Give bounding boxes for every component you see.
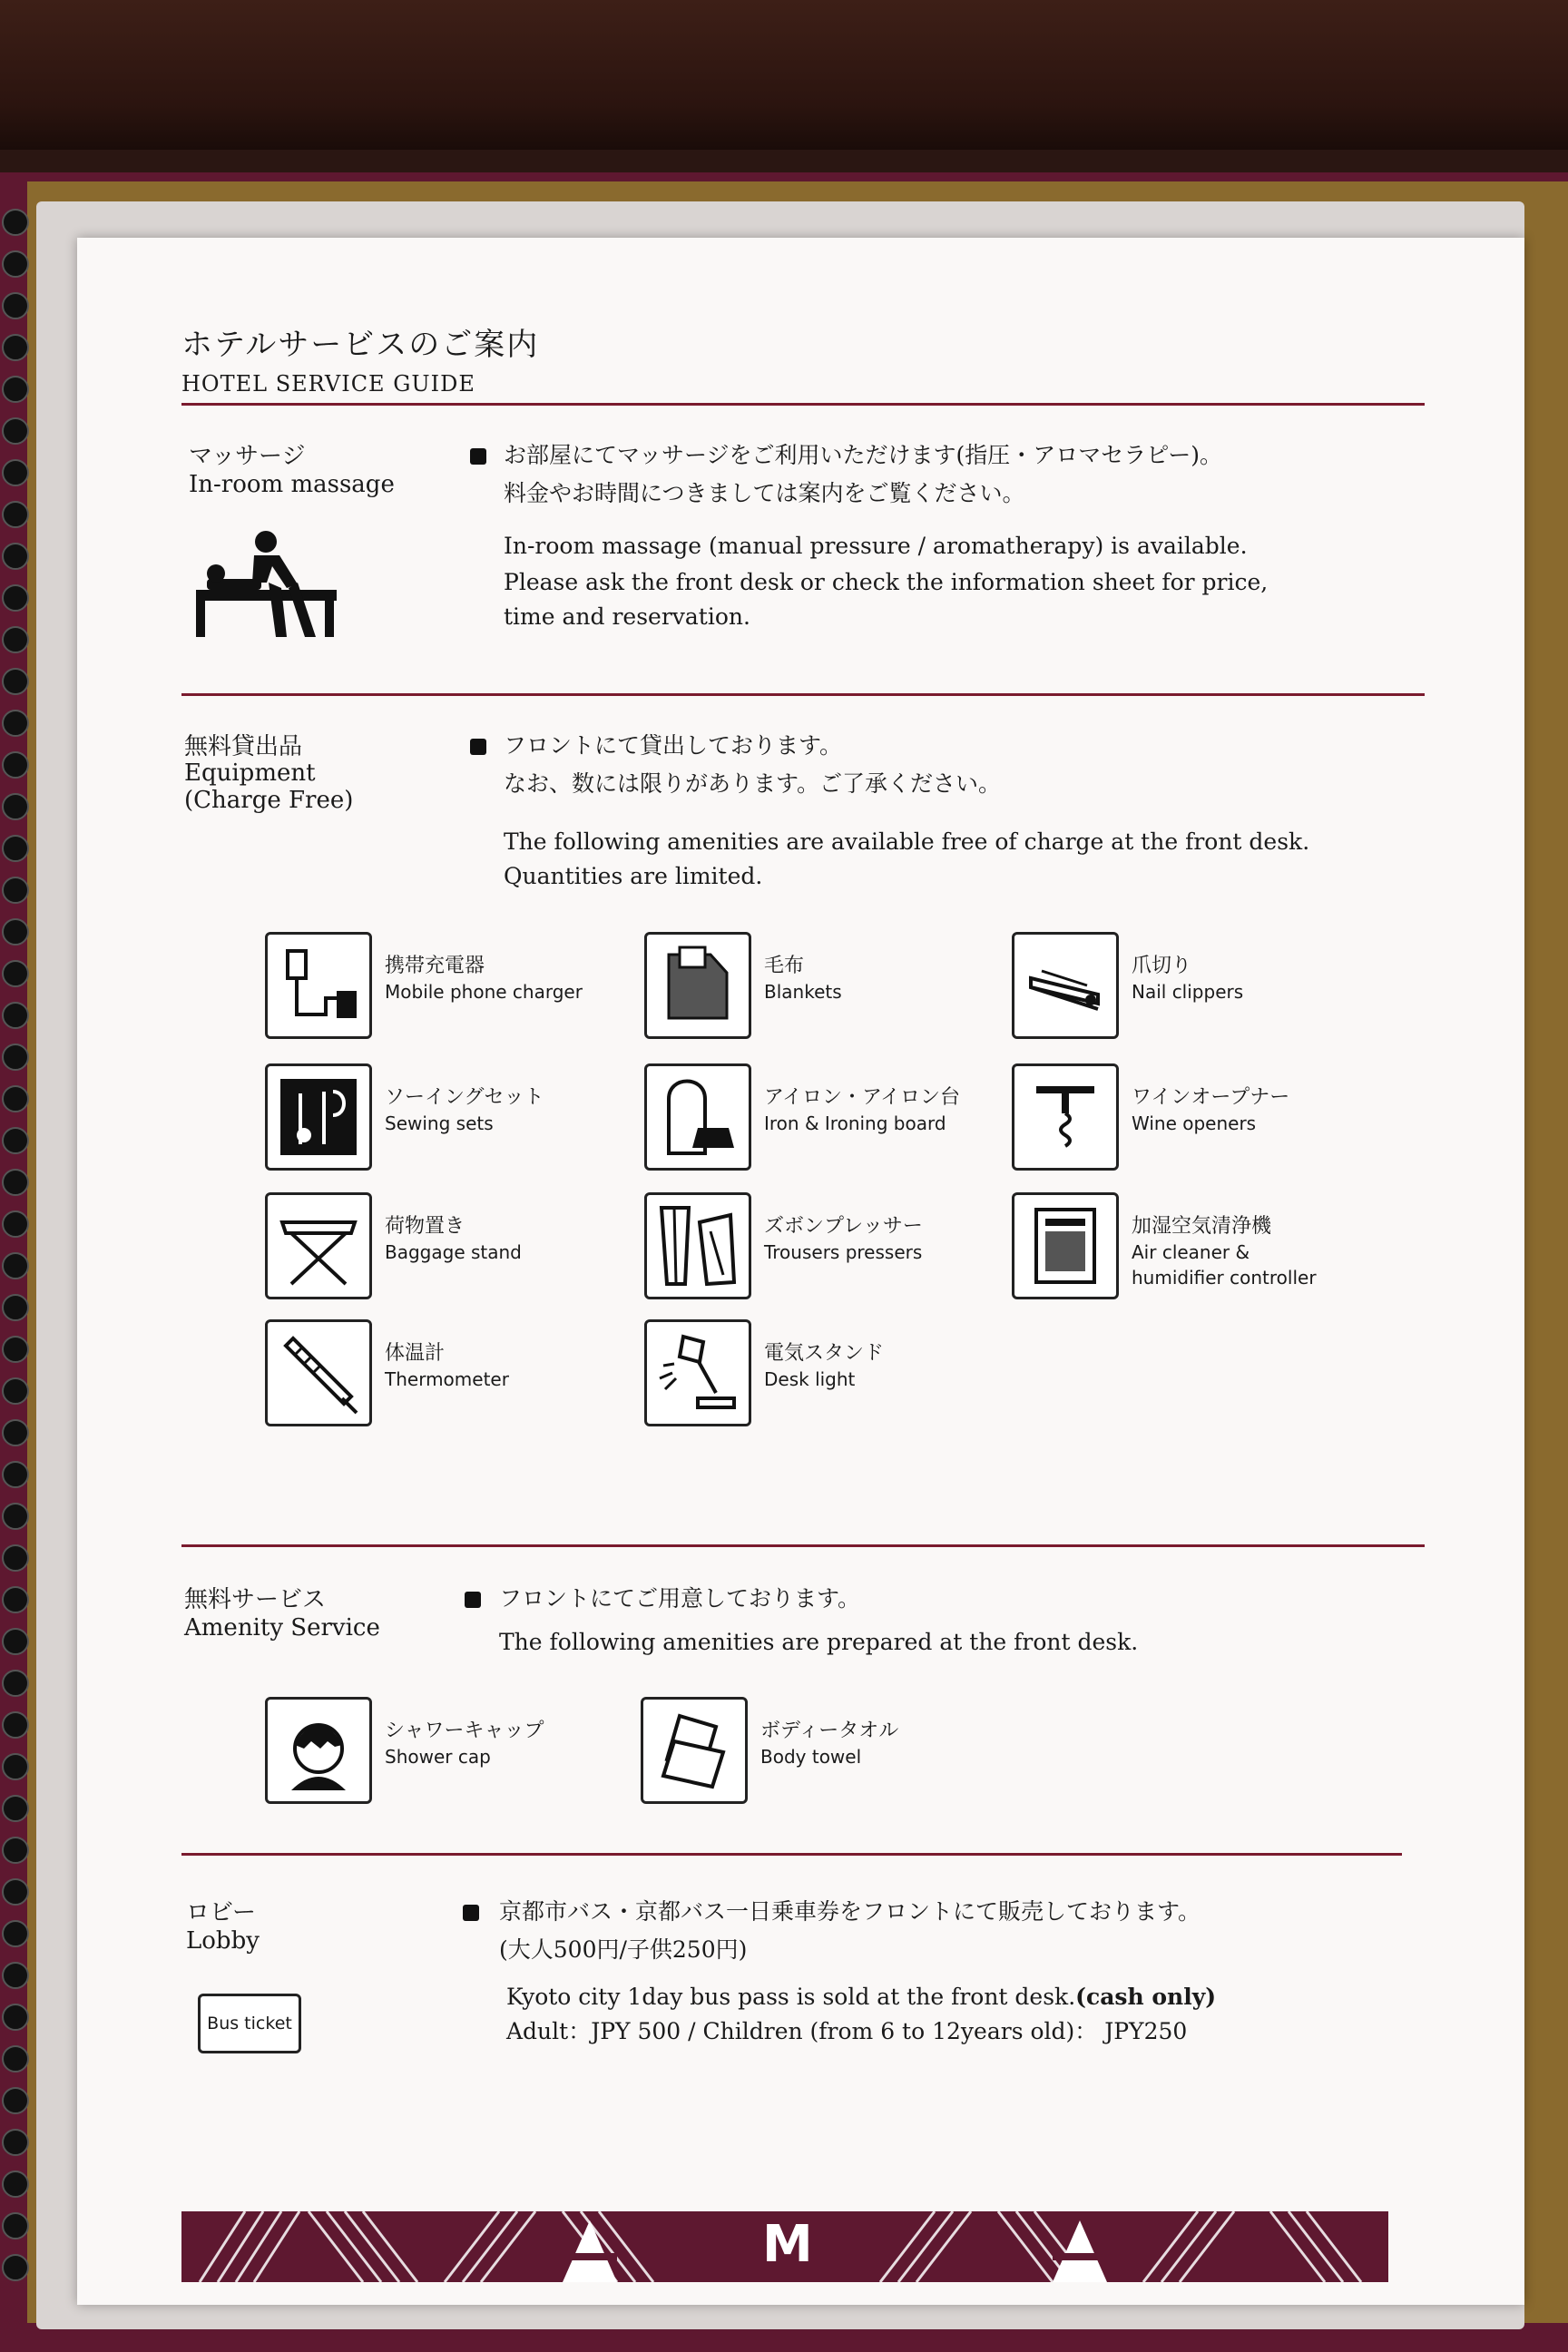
item-label-jp: 携帯充電器: [385, 955, 485, 977]
binder-ring: [2, 501, 29, 528]
equipment-label-en1: Equipment: [184, 760, 316, 787]
equipment-item: [265, 1192, 628, 1306]
charger-icon: [265, 932, 372, 1039]
item-label-en: Mobile phone charger: [385, 981, 583, 1003]
binder-ring: [2, 1127, 29, 1154]
binder-ring: [2, 1711, 29, 1739]
equipment-item: [265, 932, 628, 1045]
binder-ring: [2, 877, 29, 904]
item-label-jp: ズボンプレッサー: [764, 1215, 923, 1238]
binder-ring: [2, 751, 29, 779]
binder-ring: [2, 2087, 29, 2114]
equipment-jp-line1: フロントにて貸出しております。: [504, 732, 843, 759]
massage-jp-line2: 料金やお時間につきましては案内をご覧ください。: [504, 480, 1025, 506]
binder-ring: [2, 543, 29, 570]
service-guide-page: [77, 238, 1524, 2305]
binder-ring: [2, 960, 29, 987]
binder-ring: [2, 626, 29, 653]
item-label-en: humidifier controller: [1132, 1267, 1317, 1289]
blanket-icon: [644, 932, 751, 1039]
item-label-jp: 体温計: [385, 1342, 446, 1365]
binder-ring: [2, 417, 29, 445]
item-label-en: Blankets: [764, 981, 842, 1003]
binder-ring: [2, 1336, 29, 1363]
item-label-jp: ワインオープナー: [1132, 1086, 1290, 1109]
equipment-item: [1012, 1192, 1375, 1306]
binder-ring: [2, 1461, 29, 1488]
thermometer-icon: [265, 1319, 372, 1426]
binder-ring: [2, 1210, 29, 1238]
binder-ring: [2, 1085, 29, 1112]
item-label-en: Shower cap: [385, 1746, 491, 1768]
item-label-en: Thermometer: [385, 1368, 509, 1390]
binder-ring: [2, 1586, 29, 1613]
equipment-en-line1: The following amenities are available free of charge at the front desk.: [504, 828, 1310, 855]
binder-ring: [2, 1002, 29, 1029]
iron-icon: [644, 1063, 751, 1171]
binder-ring: [2, 1377, 29, 1405]
binder-ring: [2, 2171, 29, 2198]
trouser-press-icon: [644, 1192, 751, 1299]
bullet: [470, 739, 486, 755]
binder-ring: [2, 710, 29, 737]
massage-label-en: In-room massage: [189, 471, 395, 498]
item-label-en: Baggage stand: [385, 1241, 522, 1263]
equipment-section: [181, 728, 1425, 1544]
binder-ring: [2, 2212, 29, 2239]
item-label-jp: 加湿空気清浄機: [1132, 1215, 1272, 1238]
header-divider: [181, 403, 1425, 406]
lobby-section: [181, 1894, 1425, 2075]
item-label-en: Nail clippers: [1132, 981, 1244, 1003]
air-cleaner-icon: [1012, 1192, 1119, 1299]
massage-icon: [189, 528, 343, 646]
bullet: [465, 1592, 481, 1608]
binder-ring: [2, 835, 29, 862]
sewing-icon: [265, 1063, 372, 1171]
desk-lamp-icon: [644, 1319, 751, 1426]
equipment-en-line2: Quantities are limited.: [504, 863, 763, 889]
item-label-jp: 荷物置き: [385, 1215, 466, 1238]
lobby-label-en: Lobby: [186, 1927, 260, 1955]
binder-ring: [2, 292, 29, 319]
item-label-jp: ボディータオル: [760, 1720, 899, 1742]
binder-ring: [2, 1962, 29, 1989]
amenity-label-en: Amenity Service: [184, 1614, 380, 1642]
amenity-label-jp: 無料サービス: [184, 1586, 327, 1613]
lobby-en-line1: Kyoto city 1day bus pass is sold at the front desk.: [506, 1984, 1076, 2010]
massage-label-jp: マッサージ: [189, 443, 306, 470]
binder-ring: [2, 1503, 29, 1530]
item-label-en: Desk light: [764, 1368, 856, 1390]
item-label-jp: 電気スタンド: [764, 1342, 885, 1365]
amenity-section: [181, 1581, 1425, 1826]
amenity-jp-line1: フロントにてご用意しております。: [499, 1585, 861, 1612]
decorative-banner: [181, 2211, 1388, 2282]
lobby-label-jp: ロビー: [186, 1899, 256, 1926]
binder-ring: [2, 1795, 29, 1822]
body-towel-icon: [641, 1697, 748, 1804]
amenity-item: [641, 1697, 1004, 1810]
binder-ring: [2, 1878, 29, 1906]
binder-ring: [2, 793, 29, 820]
binder-ring: [2, 1753, 29, 1780]
wood-table-background: [0, 0, 1568, 150]
massage-en-line1: In-room massage (manual pressure / aromatherapy) is available.: [504, 533, 1248, 559]
massage-en-line3: time and reservation.: [504, 603, 750, 630]
equipment-label-en2: (Charge Free): [184, 787, 354, 814]
equipment-item: [265, 1063, 628, 1177]
binder-ring: [2, 459, 29, 486]
bus-ticket-label: Bus ticket: [207, 2014, 292, 2034]
equipment-item: [644, 932, 1007, 1045]
page-title-jp: ホテルサービスのご案内: [181, 327, 540, 363]
binder-ring: [2, 668, 29, 695]
amenity-item: [265, 1697, 628, 1810]
binder-ring: [2, 1670, 29, 1697]
page-title-en: HOTEL SERVICE GUIDE: [181, 371, 475, 397]
item-label-jp: 毛布: [764, 955, 805, 977]
binder-ring: [2, 334, 29, 361]
binder-ring: [2, 2254, 29, 2281]
corkscrew-icon: [1012, 1063, 1119, 1171]
equipment-item: [644, 1319, 1007, 1433]
binder-ring: [2, 1419, 29, 1446]
section-divider: [181, 1544, 1425, 1547]
binder-ring: [2, 376, 29, 403]
binder-ring: [2, 1628, 29, 1655]
binder-ring: [2, 584, 29, 612]
equipment-label-jp: 無料貸出品: [184, 733, 303, 760]
binder-ring: [2, 1252, 29, 1279]
massage-section: [181, 437, 1425, 701]
banner-logo-letter: M: [762, 2215, 813, 2274]
item-label-en: Wine openers: [1132, 1112, 1257, 1134]
binder-ring: [2, 2004, 29, 2031]
bullet: [463, 1905, 479, 1921]
item-label-jp: アイロン・アイロン台: [764, 1086, 961, 1109]
item-label-en: Body towel: [760, 1746, 862, 1768]
equipment-item: [644, 1063, 1007, 1177]
bus-ticket-icon: [198, 1994, 301, 2053]
amenity-en-line1: The following amenities are prepared at the front desk.: [499, 1629, 1139, 1655]
baggage-stand-icon: [265, 1192, 372, 1299]
item-label-jp: ソーイングセット: [385, 1086, 544, 1109]
binder-ring: [2, 2045, 29, 2073]
massage-jp-line1: お部屋にてマッサージをご利用いただけます(指圧・アロマセラピー)。: [504, 442, 1223, 468]
section-divider: [181, 693, 1425, 696]
lobby-en-line1-wrap: [506, 1979, 1216, 2015]
page-header: [181, 319, 539, 397]
item-label-jp: シャワーキャップ: [385, 1720, 544, 1742]
item-label-en: Trousers pressers: [764, 1241, 923, 1263]
lobby-jp-line1: 京都市バス・京都バス一日乗車券をフロントにて販売しております。: [499, 1898, 1201, 1925]
lobby-en-line2: Adult：JPY 500 / Children (from 6 to 12years old)： JPY250: [506, 2018, 1188, 2044]
equipment-item: [1012, 932, 1375, 1045]
section-divider: [181, 1853, 1402, 1856]
lobby-en-cash-only: (cash only): [1075, 1984, 1217, 2010]
item-label-en: Sewing sets: [385, 1112, 494, 1134]
equipment-jp-line2: なお、数には限りがあります。ご了承ください。: [504, 770, 1002, 797]
binder-ring: [2, 1294, 29, 1321]
massage-en-line2: Please ask the front desk or check the information sheet for price,: [504, 569, 1269, 595]
equipment-item: [265, 1319, 628, 1433]
item-label-jp: 爪切り: [1132, 955, 1192, 977]
item-label-en: Air cleaner &: [1132, 1241, 1250, 1263]
binder-ring: [2, 918, 29, 946]
binder-ring: [2, 1920, 29, 1947]
lobby-jp-line2: (大人500円/子供250円): [499, 1936, 748, 1963]
nail-clipper-icon: [1012, 932, 1119, 1039]
binder-ring: [2, 2129, 29, 2156]
binder-ring: [2, 209, 29, 236]
binder-ring: [2, 1044, 29, 1071]
item-label-en: Iron & Ironing board: [764, 1112, 946, 1134]
shower-cap-icon: [265, 1697, 372, 1804]
equipment-item: [1012, 1063, 1375, 1177]
binder-ring: [2, 1169, 29, 1196]
bullet: [470, 448, 486, 465]
binder-ring: [2, 250, 29, 278]
binder-ring: [2, 1544, 29, 1572]
binder-ring: [2, 1837, 29, 1864]
binder-rings: [0, 209, 36, 2332]
equipment-item: [644, 1192, 1007, 1306]
